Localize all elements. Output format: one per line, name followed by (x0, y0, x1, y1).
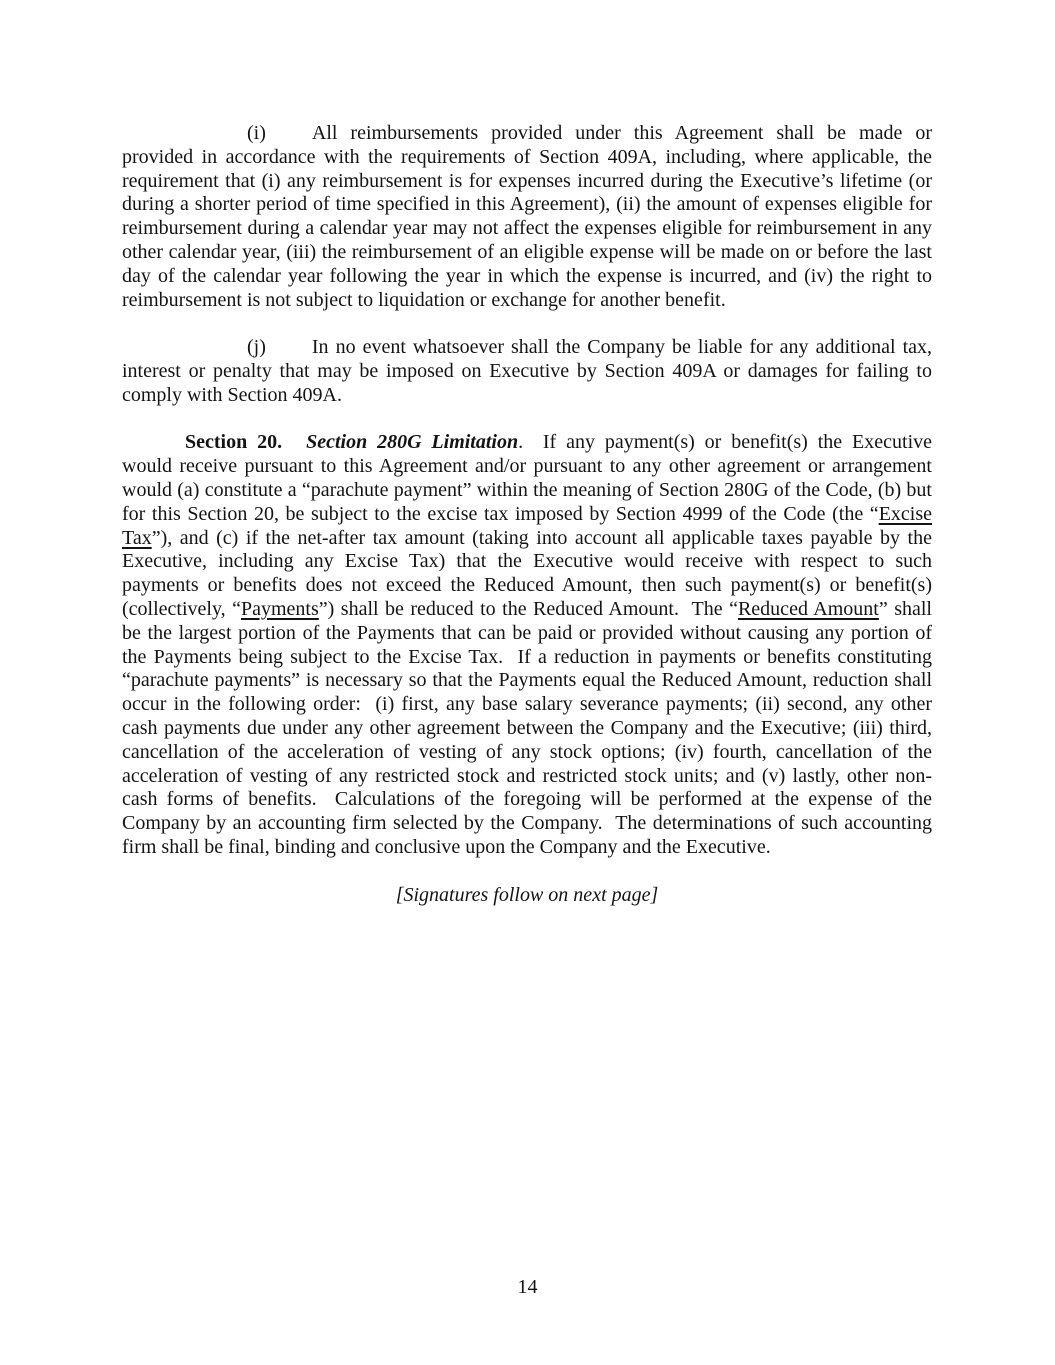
text-run: ”), and (c) if the net-after tax amount (taking into account all applicable taxes payable by the Executive, including any Excise Tax) that the Executive would receive with respect to such payments or benefits does not exceed the Reduced Amount, then such payment(s) or benefit(s) (collectively, “ (122, 526, 932, 620)
paragraph-section-20-280g-limitation (122, 431, 932, 859)
text-run: Reduced Amount (737, 597, 879, 620)
text-run: ”) shall be reduced to the Reduced Amount. The “ (318, 597, 738, 620)
text-run: (i) (247, 122, 266, 144)
text-run: ” shall be the largest portion of the Payments that can be paid or provided without causing any portion of the Payments being subject to the Excise Tax. If a reduction in payments or benefits constituting “parachute payments” is necessary so that the Payments equal the Reduced Amount, reduction shall occur in the following order: (i) first, any base salary severance payments; (ii) second, any other cash payments due under any other agreement between the Company and the Executive; (iii) third, cancellation of the acceleration of vesting of any stock options; (iv) fourth, cancellation of the acceleration of vesting of any restricted stock and restricted stock units; and (v) lastly, other non-cash forms of benefits. Calculations of the foregoing will be performed at the expense of the Company by an accounting firm selected by the Company. The determinations of such accounting firm shall be final, binding and conclusive upon the Company and the Executive. (122, 597, 932, 858)
text-run: Section 280G Limitation (306, 431, 519, 454)
text-run: In no event whatsoever shall the Company be liable for any additional tax, interest or penalty that may be imposed on Executive by Section 409A or damages for failing to comply with Section 409A. (122, 336, 932, 406)
signatures-follow-note (122, 884, 932, 908)
text-run: . If any payment(s) or benefit(s) the Executive would receive pursuant to this Agreement and/or pursuant to any other agreement or arrangement would (a) constitute a “parachute payment” within the meaning of Section 280G of the Code, (b) but for this Section 20, be subject to the excise tax imposed by Section 4999 of the Code (the “ (122, 431, 932, 525)
text-run: (j) (247, 336, 266, 359)
paragraph-j-no-liability (122, 336, 932, 407)
text-run: Excise Tax (122, 502, 932, 549)
text-run: All reimbursements provided under this Agreement shall be made or provided in accordance with the requirements of Section 409A, including, where applicable, the requirement that (i) any reimbursement is for expenses incurred during the Executive’s lifetime (or during a shorter period of time specified in this Agreement), (ii) the amount of expenses eligible for reimbursement during a calendar year may not affect the expenses eligible for reimbursement in any other calendar year, (iii) the reimbursement of an eligible expense will be made on or before the last day of the calendar year following the year in which the expense is incurred, and (iv) the right to reimbursement is not subject to liquidation or exchange for another benefit. (122, 122, 932, 311)
text-run: Payments (241, 597, 319, 620)
text-run: [Signatures follow on next page] (395, 883, 659, 906)
text-run: Section 20. (185, 431, 283, 454)
page-number: 14 (517, 1276, 538, 1298)
paragraph-i-reimbursements (122, 122, 932, 312)
